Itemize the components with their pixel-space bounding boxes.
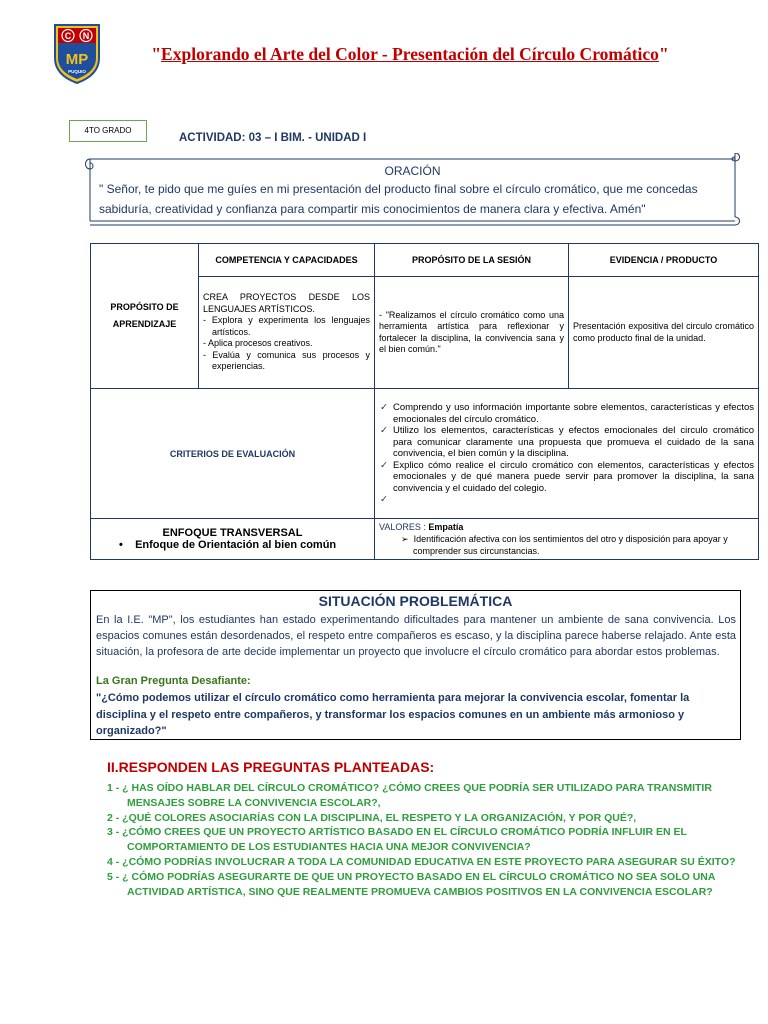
- list-item: 3 - ¿CÓMO CREES QUE UN PROYECTO ARTÍSTICO BASADO EN EL CÍRCULO CROMÁTICO PODRÍA INFLUIR EN EL COMPORTAMIENTO DE LOS ESTUDIANTES HACIA UNA MEJOR CONVIVENCIA?: [107, 826, 687, 854]
- capacidades-list: [203, 315, 370, 373]
- logo-letter-n: N: [82, 31, 90, 41]
- list-item: ✓ Explico cómo realice el circulo cromático con elementos, características y efectos emocionales y de qué manera puede servir para promover la disciplina, la sana convivencia y el cuidado del colegio.: [380, 459, 754, 494]
- check-icon: ✓: [380, 459, 388, 471]
- enfoque-title: ENFOQUE TRANSVERSAL: [162, 527, 303, 539]
- valores-cell: [375, 519, 759, 560]
- list-item: [380, 494, 754, 505]
- criterios-label: CRITERIOS DE EVALUACIÓN: [91, 389, 375, 519]
- check-icon: ✓: [380, 402, 388, 413]
- situacion-text: En la I.E. "MP", los estudiantes han estado experimentando dificultades para mantener un ambiente de sana convivencia. Los espacios comunes están desordenados, el respeto entre compañeros es escaso, y la disciplina parece haberse relajado. Ante esta situación, la profesora de arte decide implementar un proyecto que involucre el círculo cromático para abordar estos problemas.: [96, 614, 736, 658]
- preguntas-heading: II.RESPONDEN LAS PREGUNTAS PLANTEADAS:: [107, 759, 435, 775]
- check-icon: ✓: [380, 425, 388, 436]
- preguntas-list: [107, 781, 747, 899]
- list-item: 5 - ¿ CÓMO PODRÍAS ASEGURARTE DE QUE UN PROYECTO BASADO EN EL CÍRCULO CROMÁTICO NO SEA SOLO UNA ACTIVIDAD ARTÍSTICA, SINO QUE REALMENTE PROMUEVA CAMBIOS POSITIVOS EN LA CONVIVENCIA ESCOLAR?: [107, 870, 716, 898]
- list-item: ✓ Utilizo los elementos, características y efectos emocionales del circulo cromático para comunicar claramente una propuesta que promueva el cuidado de la sana convivencia, el bien común y la disciplina.: [380, 425, 754, 459]
- school-logo: [52, 22, 102, 84]
- list-item: - Explora y experimenta los lenguajes artísticos.: [212, 315, 370, 338]
- purpose-label: PROPÓSITO DE APRENDIZAJE: [91, 244, 199, 389]
- learning-purpose-table: [90, 243, 759, 560]
- gran-pregunta-label: La Gran Pregunta Desafiante:: [96, 675, 251, 687]
- header-evidencia: EVIDENCIA / PRODUCTO: [569, 244, 759, 277]
- page-title: "Explorando el Arte del Color - Presentación del Círculo Cromático": [151, 44, 669, 64]
- competencia-title: CREA PROYECTOS DESDE LOS LENGUAJES ARTÍSTICOS.: [203, 292, 370, 314]
- arrow-marker-icon: ➢: [401, 534, 409, 544]
- list-item: - Evalúa y comunica sus procesos y experiencias.: [212, 350, 370, 373]
- grade-badge: 4TO GRADO: [69, 120, 147, 142]
- prayer-title: ORACIÓN: [384, 164, 441, 178]
- criterios-cell: [375, 389, 759, 519]
- list-item: 2 - ¿QUÉ COLORES ASOCIARÍAS CON LA DISCIPLINA, EL RESPETO Y LA ORGANIZACIÓN, Y POR QUÉ?,: [107, 811, 637, 824]
- proposito-cell: - "Realizamos el círculo cromático como una herramienta artística para reflexionar y fortalecer la disciplina, la convivencia sana y el bien común.": [375, 277, 569, 389]
- enfoque-cell: [91, 519, 375, 560]
- logo-letter-c: C: [64, 31, 72, 41]
- activity-label: ACTIVIDAD: 03 – I BIM. - UNIDAD I: [179, 132, 367, 144]
- page-title-text: Explorando el Arte del Color - Presentación del Círculo Cromático: [161, 44, 659, 64]
- prayer-text: " Señor, te pido que me guíes en mi presentación del producto final sobre el círculo cromático, que me concedas sabiduría, creatividad y confianza para compartir mis conocimientos de manera clara y efectiva. Amén": [99, 182, 698, 216]
- enfoque-item: • Enfoque de Orientación al bien común: [119, 539, 337, 551]
- check-icon: ✓: [380, 494, 388, 505]
- list-item: - Aplica procesos creativos.: [212, 338, 370, 350]
- valores-value: Empatía: [428, 522, 464, 532]
- list-item: 1 - ¿ HAS OÍDO HABLAR DEL CÍRCULO CROMÁTICO? ¿CÓMO CREES QUE PODRÍA SER UTILIZADO PARA TRANSMITIR MENSAJES SOBRE LA CONVIVENCIA ESCOLAR?,: [107, 782, 712, 809]
- list-item: 4 - ¿CÓMO PODRÍAS INVOLUCRAR A TODA LA COMUNIDAD EDUCATIVA EN ESTE PROYECTO PARA ASEGURAR SU ÉXITO?: [107, 855, 736, 868]
- list-item: ✓ Comprendo y uso información importante sobre elementos, características y efectos emocionales del círculo cromático.: [380, 402, 754, 425]
- gran-pregunta-text: "¿Cómo podemos utilizar el círculo cromático como herramienta para mejorar la convivencia escolar, fomentar la disciplina y el respeto entre compañeros, y transformar los espacios comunes en un ambiente más armonioso y organizado?": [96, 692, 690, 737]
- logo-town: PUQUIO: [68, 69, 86, 74]
- valores-label: VALORES :: [379, 522, 426, 532]
- competencia-cell: [199, 277, 375, 389]
- valores-indicator: ➢ Identificación afectiva con los sentimientos del otro y disposición para apoyar y comprender sus circunstancias.: [401, 534, 728, 556]
- logo-monogram: MP: [65, 51, 89, 68]
- evidencia-cell: Presentación expositiva del circulo cromático como producto final de la unidad.: [569, 277, 759, 389]
- situacion-title: SITUACIÓN PROBLEMÁTICA: [318, 593, 513, 609]
- header-proposito: PROPÓSITO DE LA SESIÓN: [375, 244, 569, 277]
- header-competencia: COMPETENCIA Y CAPACIDADES: [199, 244, 375, 277]
